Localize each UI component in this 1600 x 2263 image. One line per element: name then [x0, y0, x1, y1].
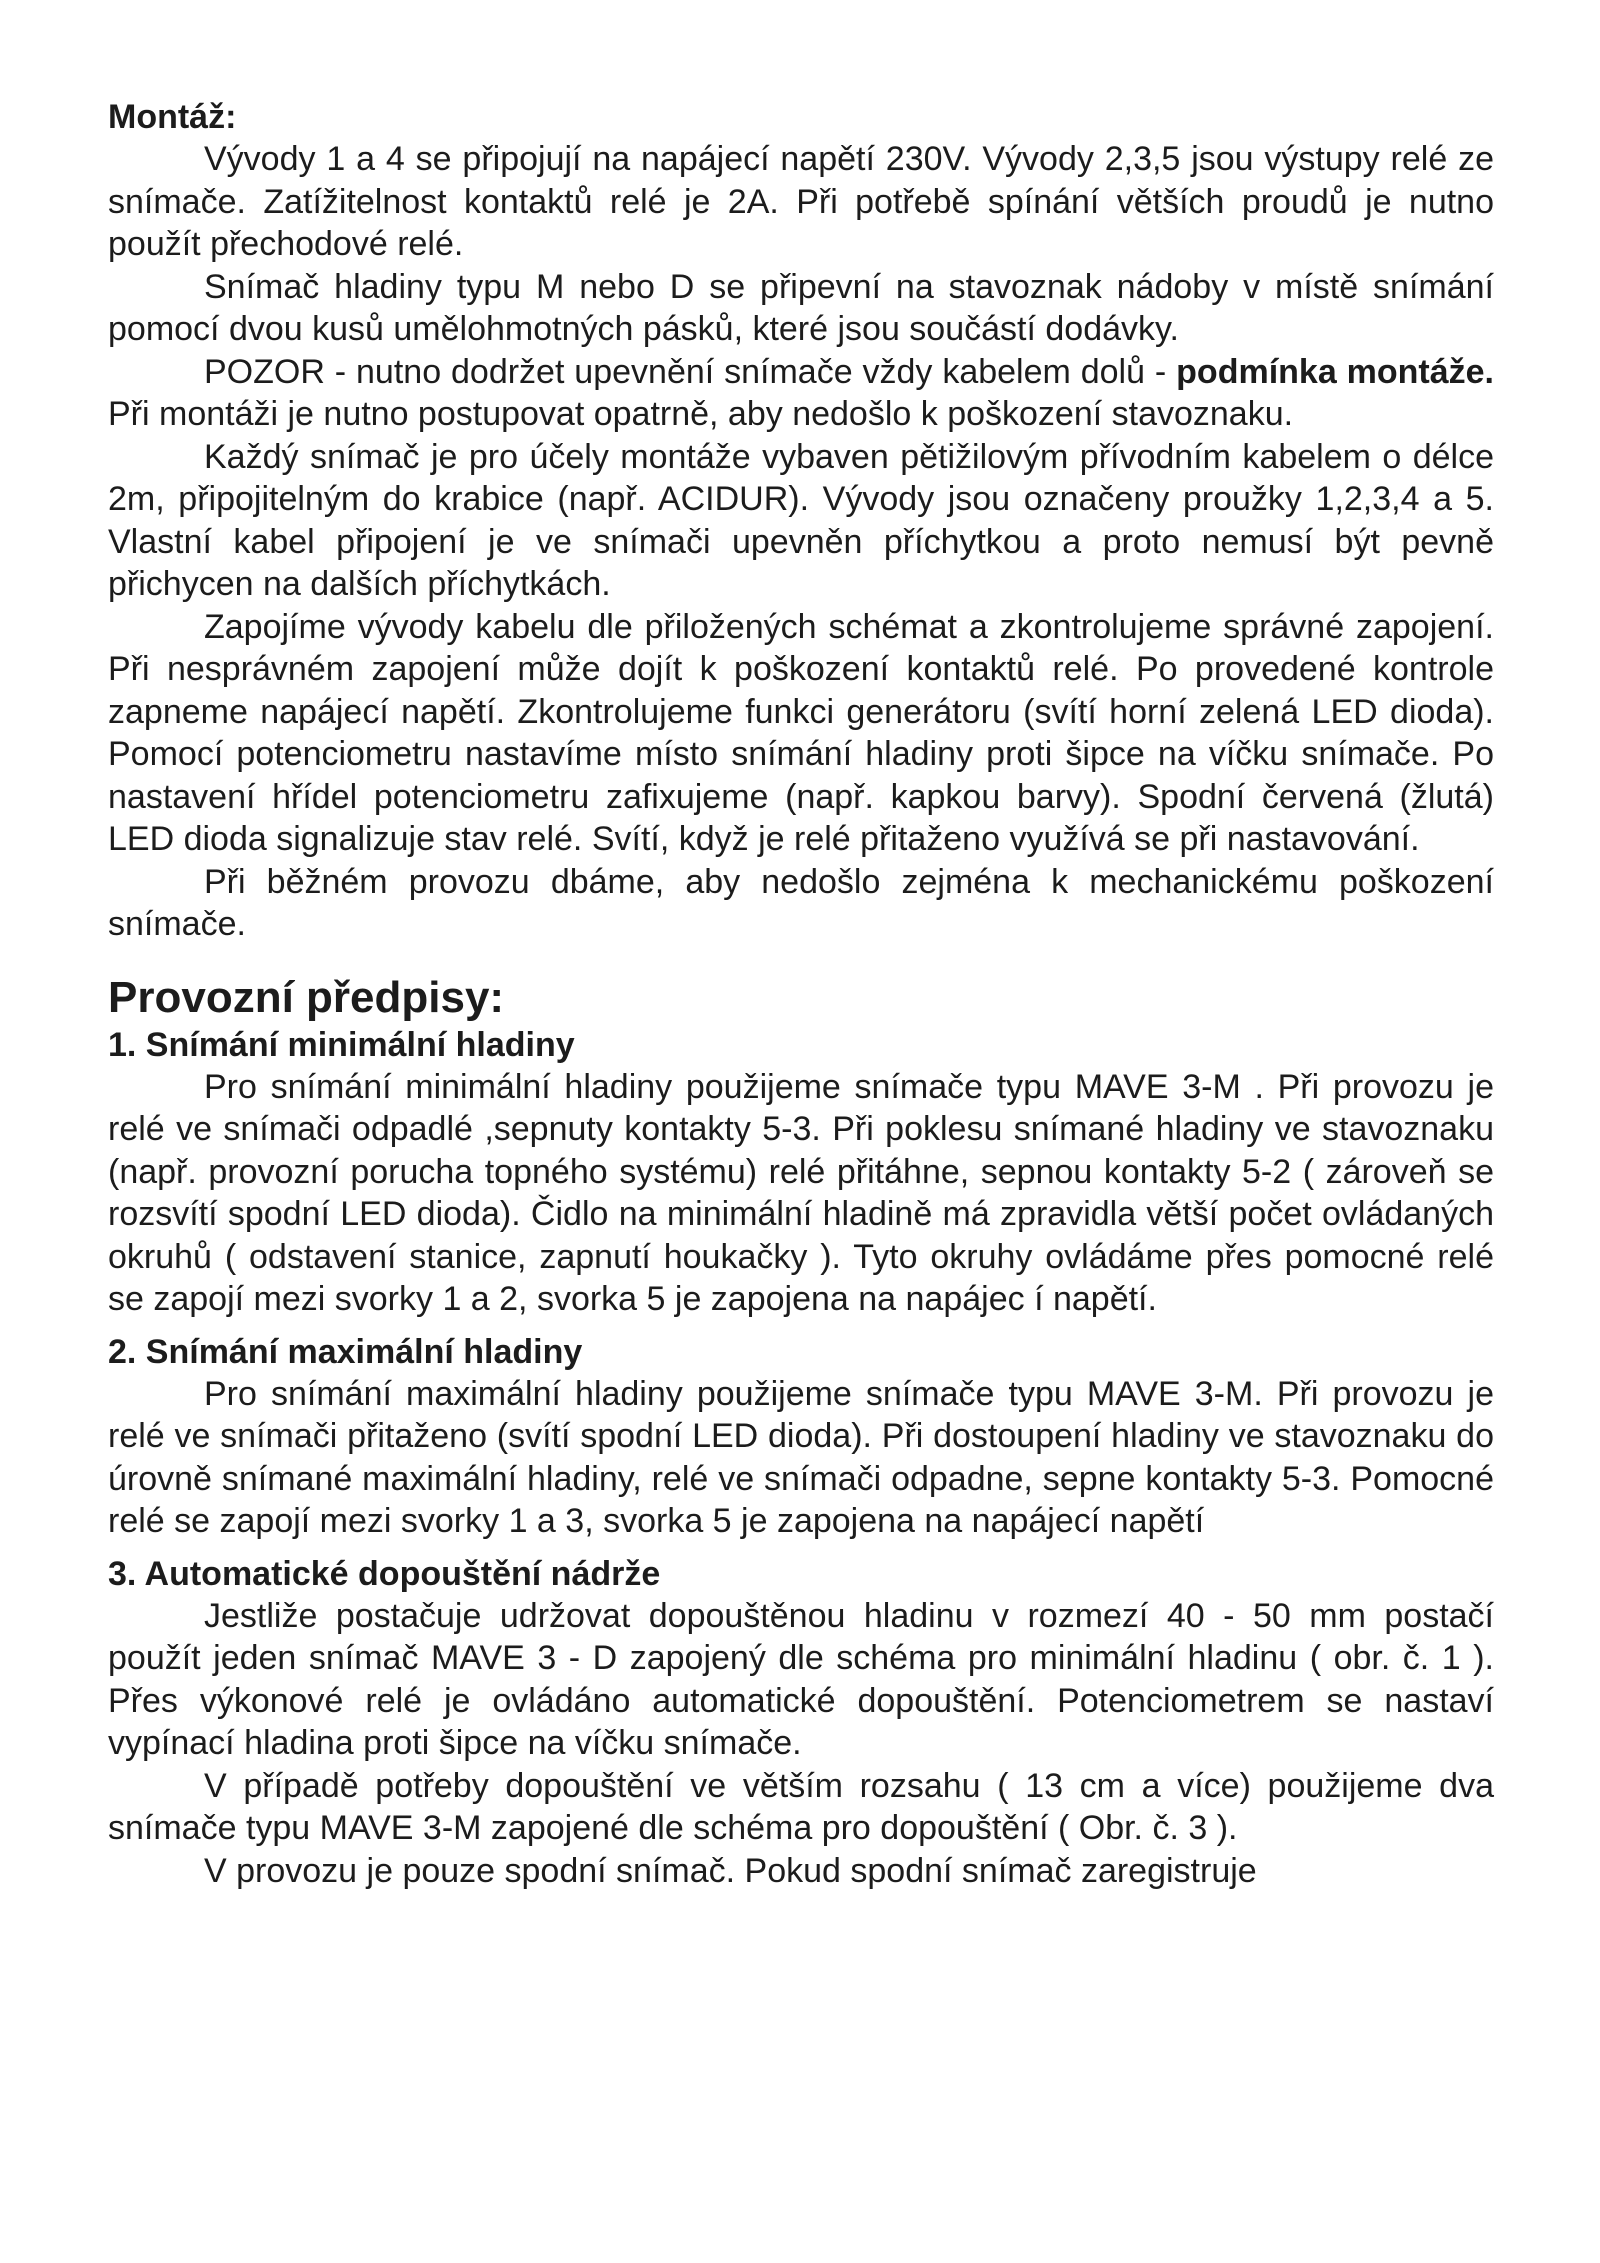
emphasis-text: podmínka montáže. — [1176, 352, 1494, 391]
paragraph: Každý snímač je pro účely montáže vybaven pětižilovým přívodním kabelem o délce 2m, připojitelným do krabice (např. ACIDUR). Vývody jsou označeny proužky 1,2,3,4 a 5. Vlastní kabel připojení je ve snímači upevněn příchytkou a proto nemusí být pevně přichycen na dalších příchytkách. — [108, 437, 1494, 603]
paragraph — [108, 351, 1494, 436]
document-page — [108, 96, 1494, 1892]
paragraph: Zapojíme vývody kabelu dle přiložených schémat a zkontrolujeme správné zapojení. Při nesprávném zapojení může dojít k poškození kontaktů relé. Po provedené kontrole zapneme napájecí napětí. Zkontrolujeme funkci generátoru (svítí horní zelená LED dioda). Pomocí potenciometru nastavíme místo snímání hladiny proti šipce na víčku snímače. Po nastavení hřídel potenciometru zafixujeme (např. kapkou barvy). Spodní červená (žlutá) LED dioda signalizuje stav relé. Svítí, když je relé přitaženo využívá se při nastavování. — [108, 607, 1494, 858]
paragraph: Pro snímání minimální hladiny použijeme snímače typu MAVE 3-M . Při provozu je relé ve snímači odpadlé ,sepnuty kontakty 5-3. Při poklesu snímané hladiny ve stavoznaku (např. provozní porucha topného systému) relé přitáhne, sepnou kontakty 5-2 ( zároveň se rozsvítí spodní LED dioda). Čidlo na minimální hladině má zpravidla větší počet ovládaných okruhů ( odstavení stanice, zapnutí houkačky ). Tyto okruhy ovládáme přes pomocné relé se zapojí mezi svorky 1 a 2, svorka 5 je zapojena na napájec í napětí. — [108, 1067, 1494, 1318]
subsection-heading: 2. Snímání maximální hladiny — [108, 1332, 583, 1371]
paragraph: V případě potřeby dopouštění ve větším rozsahu ( 13 cm a více) použijeme dva snímače typu MAVE 3-M zapojené dle schéma pro dopouštění ( Obr. č. 3 ). — [108, 1766, 1494, 1847]
subsection-heading: 1. Snímání minimální hladiny — [108, 1025, 575, 1064]
paragraph: Vývody 1 a 4 se připojují na napájecí napětí 230V. Vývody 2,3,5 jsou výstupy relé ze snímače. Zatížitelnost kontaktů relé je 2A. Při potřebě spínání větších proudů je nutno použít přechodové relé. — [108, 140, 1494, 263]
section-heading-montaz: Montáž: — [108, 98, 237, 136]
paragraph: Pro snímání maximální hladiny použijeme snímače typu MAVE 3-M. Při provozu je relé ve snímači přitaženo (svítí spodní LED dioda). Při dostoupení hladiny ve stavoznaku do úrovně snímané maximální hladiny, relé ve snímači odpadne, sepne kontakty 5-3. Pomocné relé se zapojí mezi svorky 1 a 3, svorka 5 je zapojena na napájecí napětí — [108, 1374, 1494, 1540]
paragraph: Jestliže postačuje udržovat dopouštěnou hladinu v rozmezí 40 - 50 mm postačí použít jeden snímač MAVE 3 - D zapojený dle schéma pro minimální hladinu ( obr. č. 1 ). Přes výkonové relé je ovládáno automatické dopouštění. Potenciometrem se nastaví vypínací hladina proti šipce na víčku snímače. — [108, 1596, 1494, 1762]
paragraph-text: POZOR - nutno dodržet upevnění snímače vždy kabelem dolů - — [204, 352, 1167, 391]
paragraph: Snímač hladiny typu M nebo D se připevní na stavoznak nádoby v místě snímání pomocí dvou kusů umělohmotných pásků, které jsou součástí dodávky. — [108, 267, 1494, 348]
paragraph: V provozu je pouze spodní snímač. Pokud spodní snímač zaregistruje — [204, 1851, 1257, 1890]
paragraph: Při běžném provozu dbáme, aby nedošlo zejména k mechanickému poškození snímače. — [108, 862, 1494, 943]
subsection-heading: 3. Automatické dopouštění nádrže — [108, 1554, 661, 1593]
paragraph-text: Při montáži je nutno postupovat opatrně, aby nedošlo k poškození stavoznaku. — [108, 395, 1294, 433]
section-heading-provozni-predpisy: Provozní předpisy: — [108, 972, 505, 1022]
